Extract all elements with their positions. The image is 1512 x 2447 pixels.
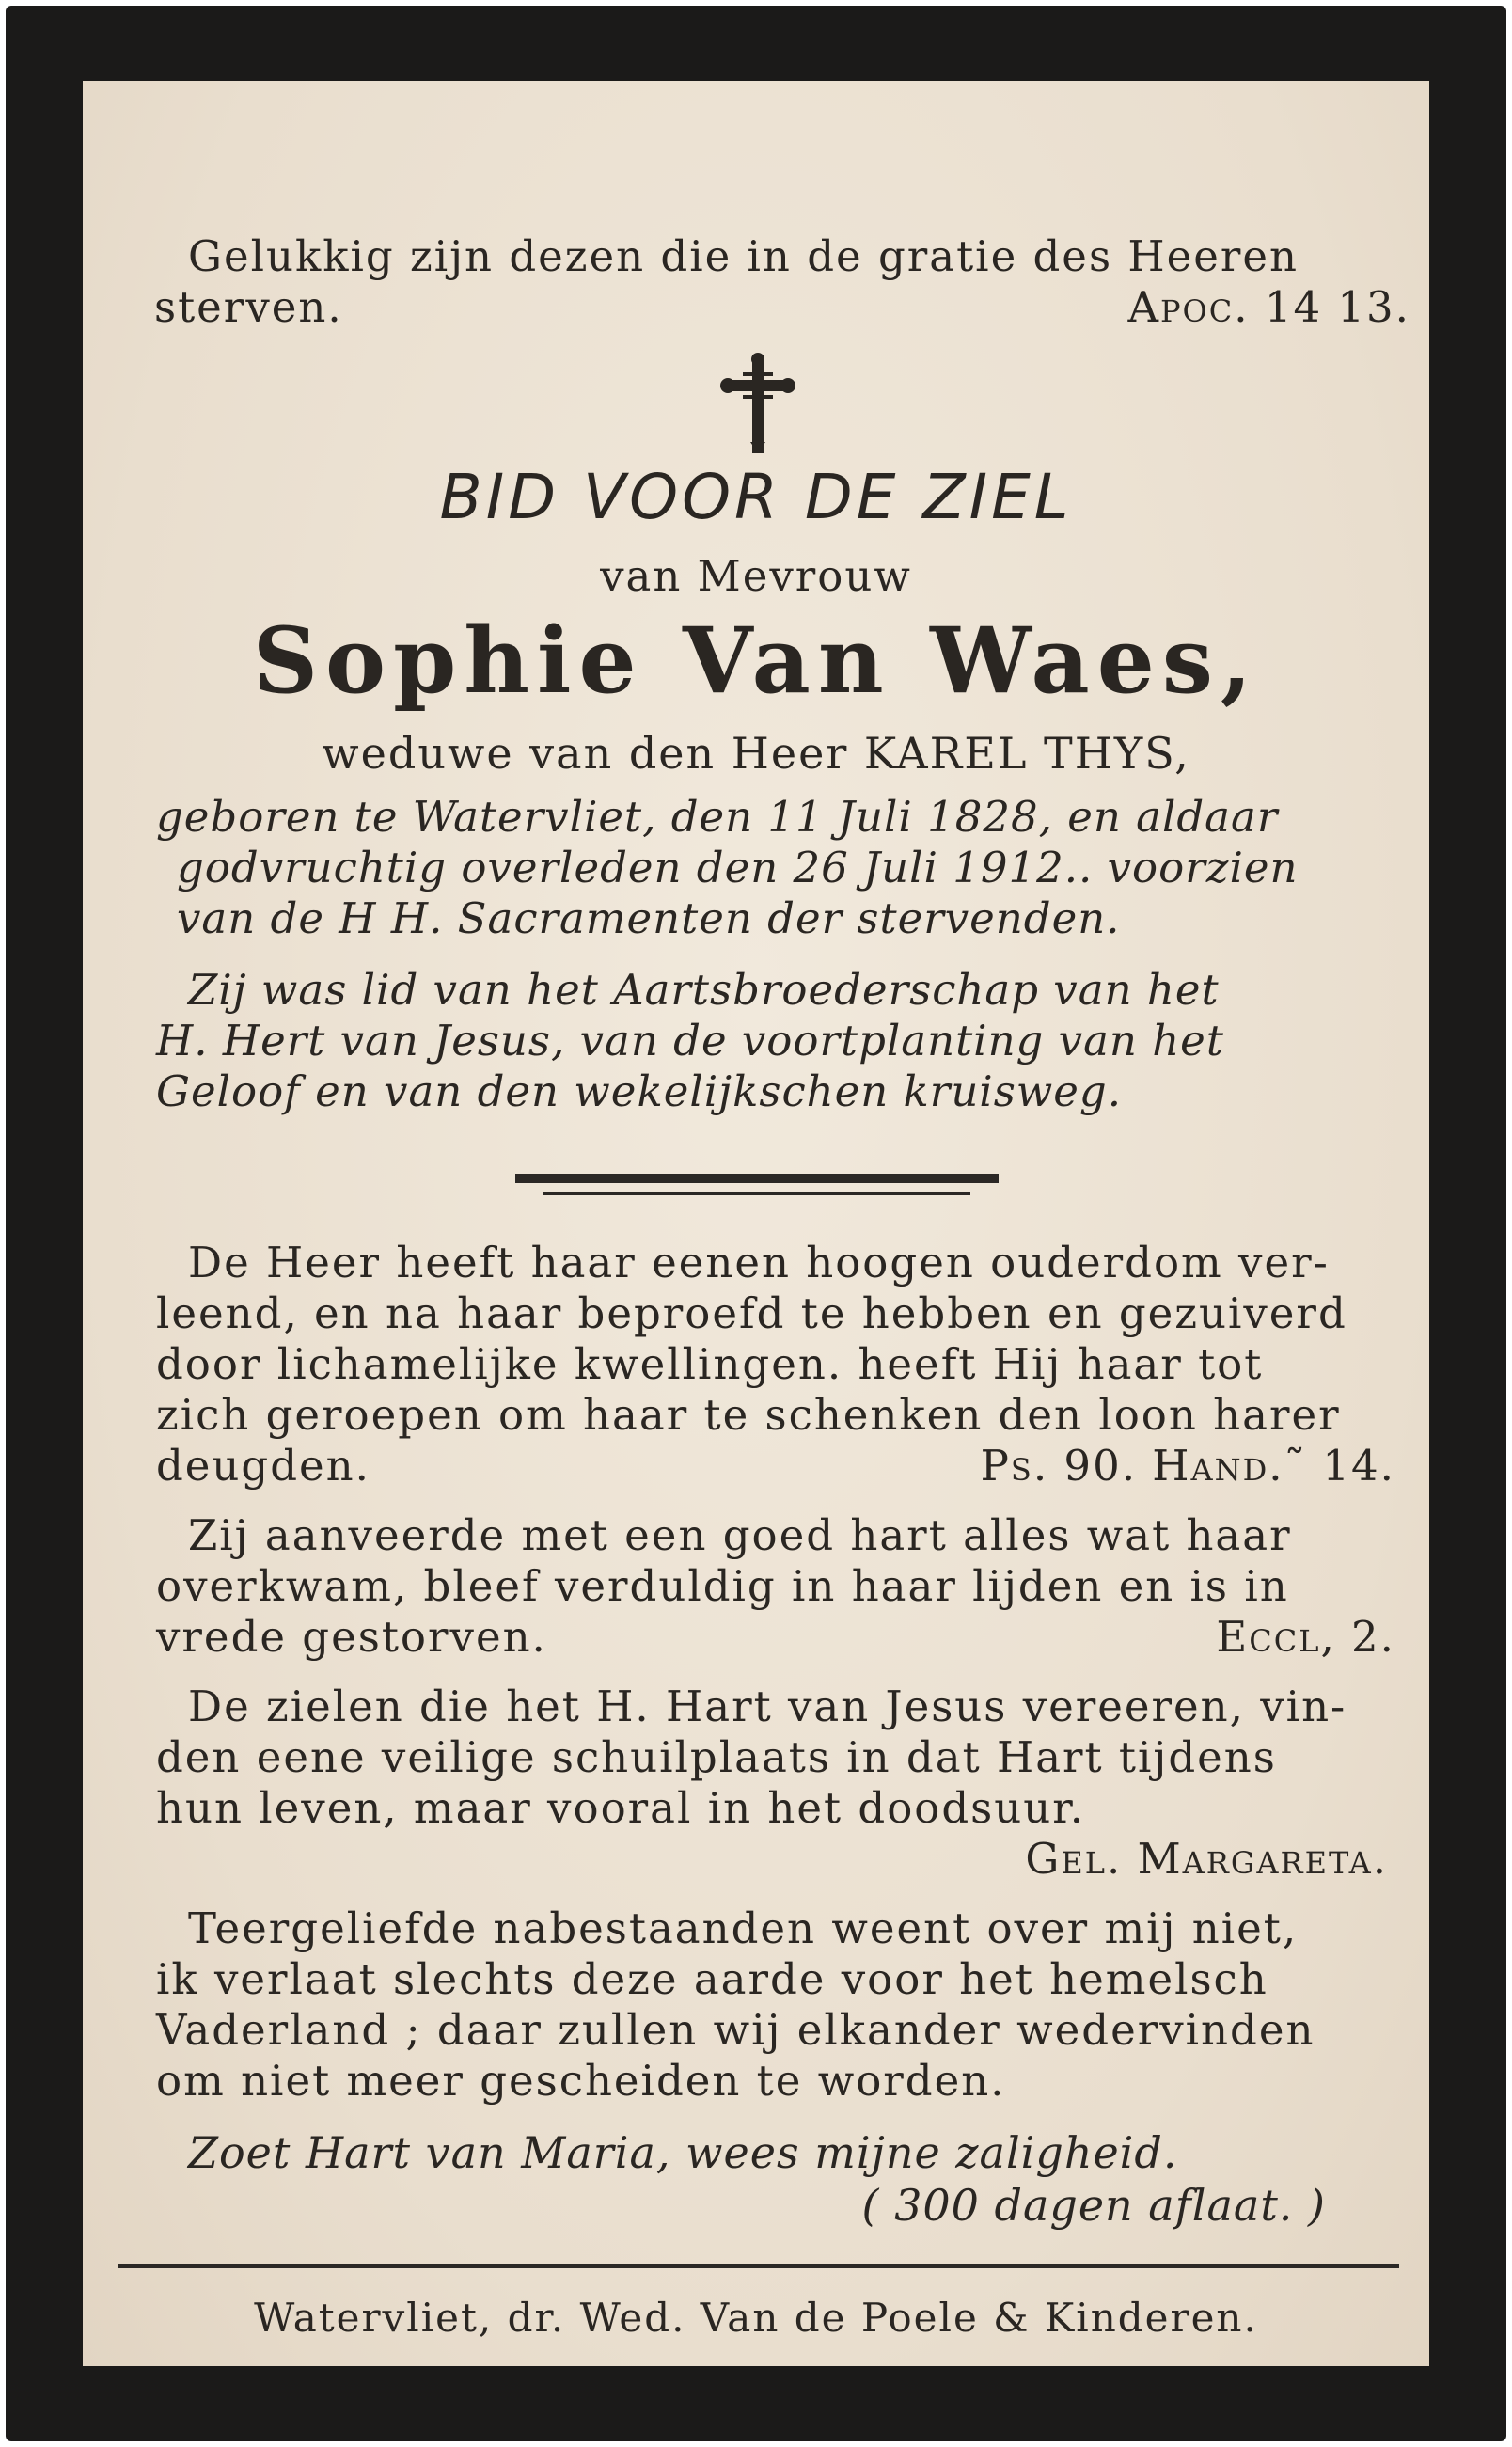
- passage-3-line: De zielen die het H. Hart van Jesus vereeren, vin-: [188, 1681, 1347, 1731]
- printer-imprint: Watervliet, dr. Wed. Van de Poele & Kinderen.: [254, 2295, 1258, 2341]
- passage-1-last-line: [156, 1441, 1395, 1491]
- epigraph-line-2: [154, 282, 1410, 332]
- spouse-line: weduwe van den Heer KAREL THYS,: [322, 728, 1190, 779]
- passage-1-line: leend, en na haar beproefd te hebben en gezuiverd: [156, 1288, 1347, 1338]
- passage-4-line: Teergeliefde nabestaanden weent over mij niet,: [188, 1903, 1299, 1953]
- epigraph-line-1: Gelukkig zijn dezen die in de gratie des Heeren: [188, 231, 1299, 281]
- deceased-name: Sophie Van Waes,: [252, 608, 1260, 714]
- membership-line: H. Hert van Jesus, van de voortplanting van het: [156, 1016, 1224, 1066]
- memorial-card-border: [6, 6, 1506, 2441]
- memorial-card: [83, 81, 1429, 2366]
- biography-line: geboren te Watervliet, den 11 Juli 1828, en aldaar: [156, 792, 1279, 842]
- epigraph-word: sterven.: [154, 282, 343, 332]
- passage-1-reference: Ps. 90. Hand.˜ 14.: [980, 1441, 1395, 1491]
- passage-2-line: Zij aanveerde met een goed hart alles wat haar: [188, 1510, 1292, 1560]
- passage-2-reference: Eccl, 2.: [1216, 1612, 1395, 1662]
- passage-3-line: hun leven, maar vooral in het doodsuur.: [156, 1783, 1086, 1833]
- passage-1-line: door lichamelijke kwellingen. heeft Hij haar tot: [156, 1339, 1264, 1389]
- passage-4-line: om niet meer gescheiden te worden.: [156, 2056, 1006, 2106]
- prayer-line: Zoet Hart van Maria, wees mijne zaligheid.: [188, 2127, 1178, 2178]
- passage-3-line: den eene veilige schuilplaats in dat Hart tijdens: [156, 1732, 1277, 1782]
- indulgence-note: ( 300 dagen aflaat. ): [861, 2180, 1326, 2231]
- passage-1-word: deugden.: [156, 1441, 370, 1491]
- divider-rule-thin: [543, 1192, 970, 1195]
- passage-4-line: Vaderland ; daar zullen wij elkander wedervinden: [156, 2005, 1315, 2055]
- cross-icon: [711, 352, 805, 455]
- passage-4-line: ik verlaat slechts deze aarde voor het hemelsch: [156, 1954, 1268, 2004]
- membership-line: Geloof en van den wekelijkschen kruisweg.: [156, 1066, 1123, 1116]
- passage-2-word: vrede gestorven.: [156, 1612, 547, 1662]
- passage-1-line: De Heer heeft haar eenen hoogen ouderdom ver-: [188, 1238, 1330, 1287]
- passage-1-line: zich geroepen om haar te schenken den loon harer: [156, 1390, 1341, 1440]
- passage-2-last-line: [156, 1612, 1395, 1662]
- passage-2-line: overkwam, bleef verduldig in haar lijden en is in: [156, 1561, 1289, 1611]
- epigraph-reference: Apoc. 14 13.: [1127, 282, 1410, 332]
- biography-line: godvruchtig overleden den 26 Juli 1912.. voorzien: [177, 843, 1299, 892]
- passage-3-attribution: Gel. Margareta.: [1025, 1834, 1388, 1884]
- biography-line: van de H H. Sacramenten der stervenden.: [177, 893, 1121, 943]
- honorific: van Mevrouw: [600, 551, 912, 601]
- footer-rule: [118, 2264, 1399, 2268]
- membership-line: Zij was lid van het Aartsbroederschap van het: [188, 965, 1220, 1015]
- heading: BID VOOR DE ZIEL: [439, 461, 1073, 533]
- divider-rule: [515, 1174, 999, 1183]
